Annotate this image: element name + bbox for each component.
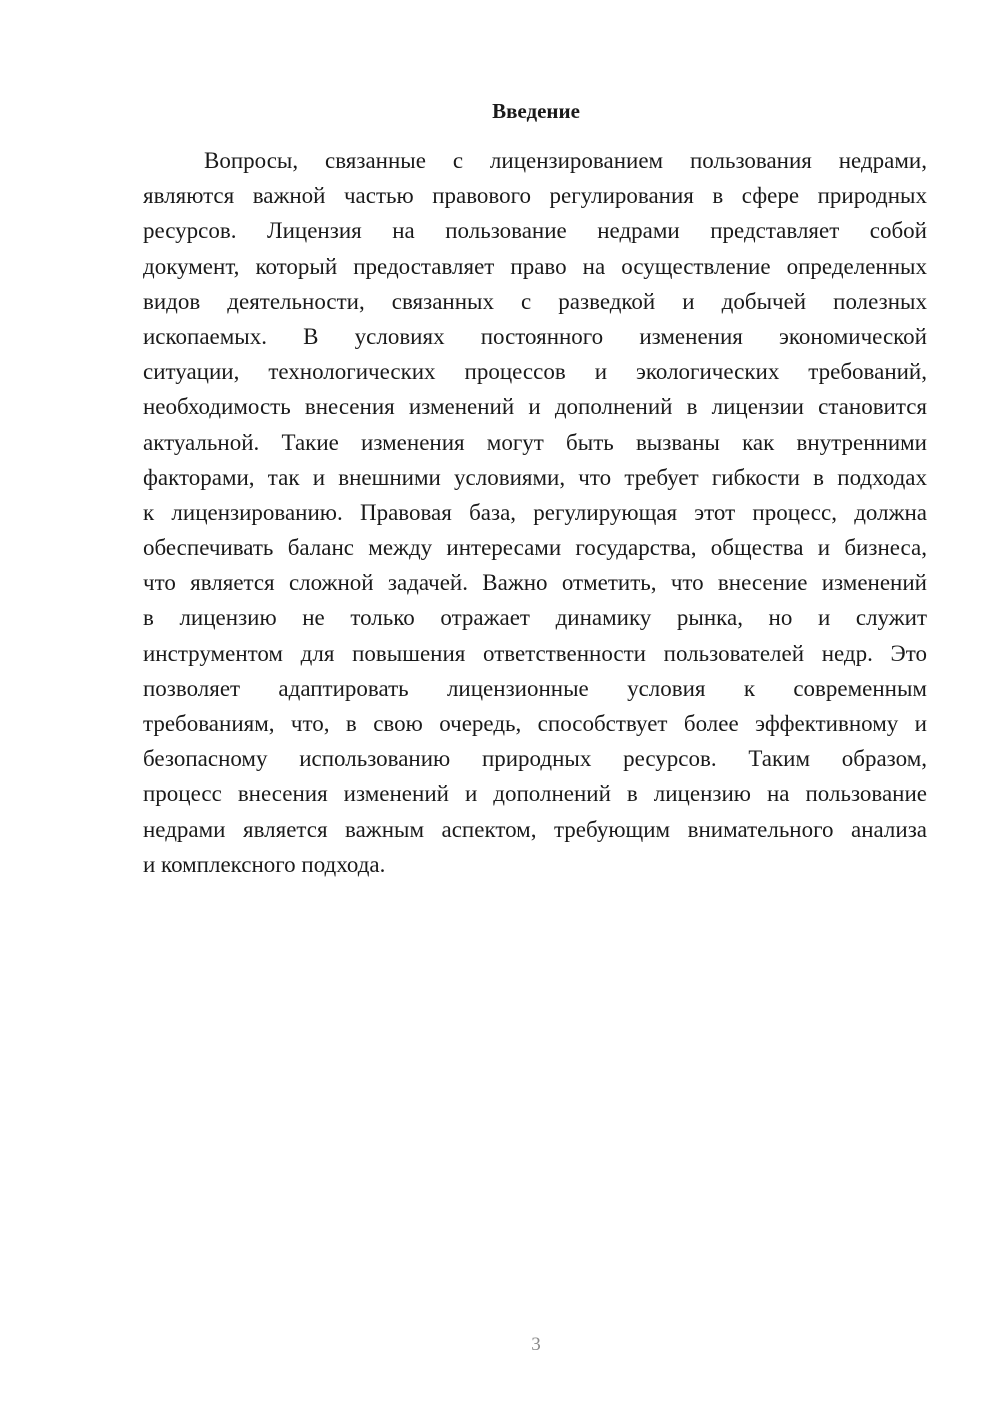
paragraph-line: инструментом для повышения ответственности пользователей недр. Это xyxy=(143,640,927,666)
paragraph-line: актуальной. Такие изменения могут быть вызваны как внутренними xyxy=(143,429,927,455)
paragraph-line: требованиям, что, в свою очередь, способствует более эффективному и xyxy=(143,711,927,736)
paragraph-line: видов деятельности, связанных с разведкой и добычей полезных xyxy=(143,288,927,314)
paragraph-line: факторами, так и внешними условиями, что требует гибкости в подходах xyxy=(143,464,927,490)
paragraph-line: являются важной частью правового регулирования в сфере природных xyxy=(143,183,927,209)
paragraph-line: необходимость внесения изменений и дополнений в лицензии становится xyxy=(143,394,927,420)
paragraph-line: Вопросы, связанные с лицензированием пользования недрами, xyxy=(204,148,927,173)
paragraph-line: процесс внесения изменений и дополнений в лицензию на пользование xyxy=(143,781,927,807)
paragraph-line: что является сложной задачей. Важно отметить, что внесение изменений xyxy=(143,570,927,596)
paragraph-line: недрами является важным аспектом, требующим внимательного анализа xyxy=(143,816,927,842)
paragraph-line: ископаемых. В условиях постоянного изменения экономической xyxy=(143,323,927,349)
paragraph-line: ресурсов. Лицензия на пользование недрами представляет собой xyxy=(143,218,927,244)
paragraph-line: безопасному использованию природных ресурсов. Таким образом, xyxy=(143,746,927,772)
section-heading: Введение xyxy=(492,99,580,123)
paragraph-line: ситуации, технологических процессов и экологических требований, xyxy=(143,359,927,385)
paragraph-line: позволяет адаптировать лицензионные условия к современным xyxy=(143,675,927,701)
body-paragraph xyxy=(143,143,927,882)
page-number: 3 xyxy=(531,1334,541,1355)
paragraph-line: и комплексного подхода. xyxy=(143,851,386,877)
paragraph-line: в лицензию не только отражает динамику рынка, но и служит xyxy=(143,605,927,631)
paragraph-line: обеспечивать баланс между интересами государства, общества и бизнеса, xyxy=(143,535,927,561)
paragraph-line: к лицензированию. Правовая база, регулирующая этот процесс, должна xyxy=(143,499,927,525)
paragraph-line: документ, который предоставляет право на осуществление определенных xyxy=(143,253,927,279)
